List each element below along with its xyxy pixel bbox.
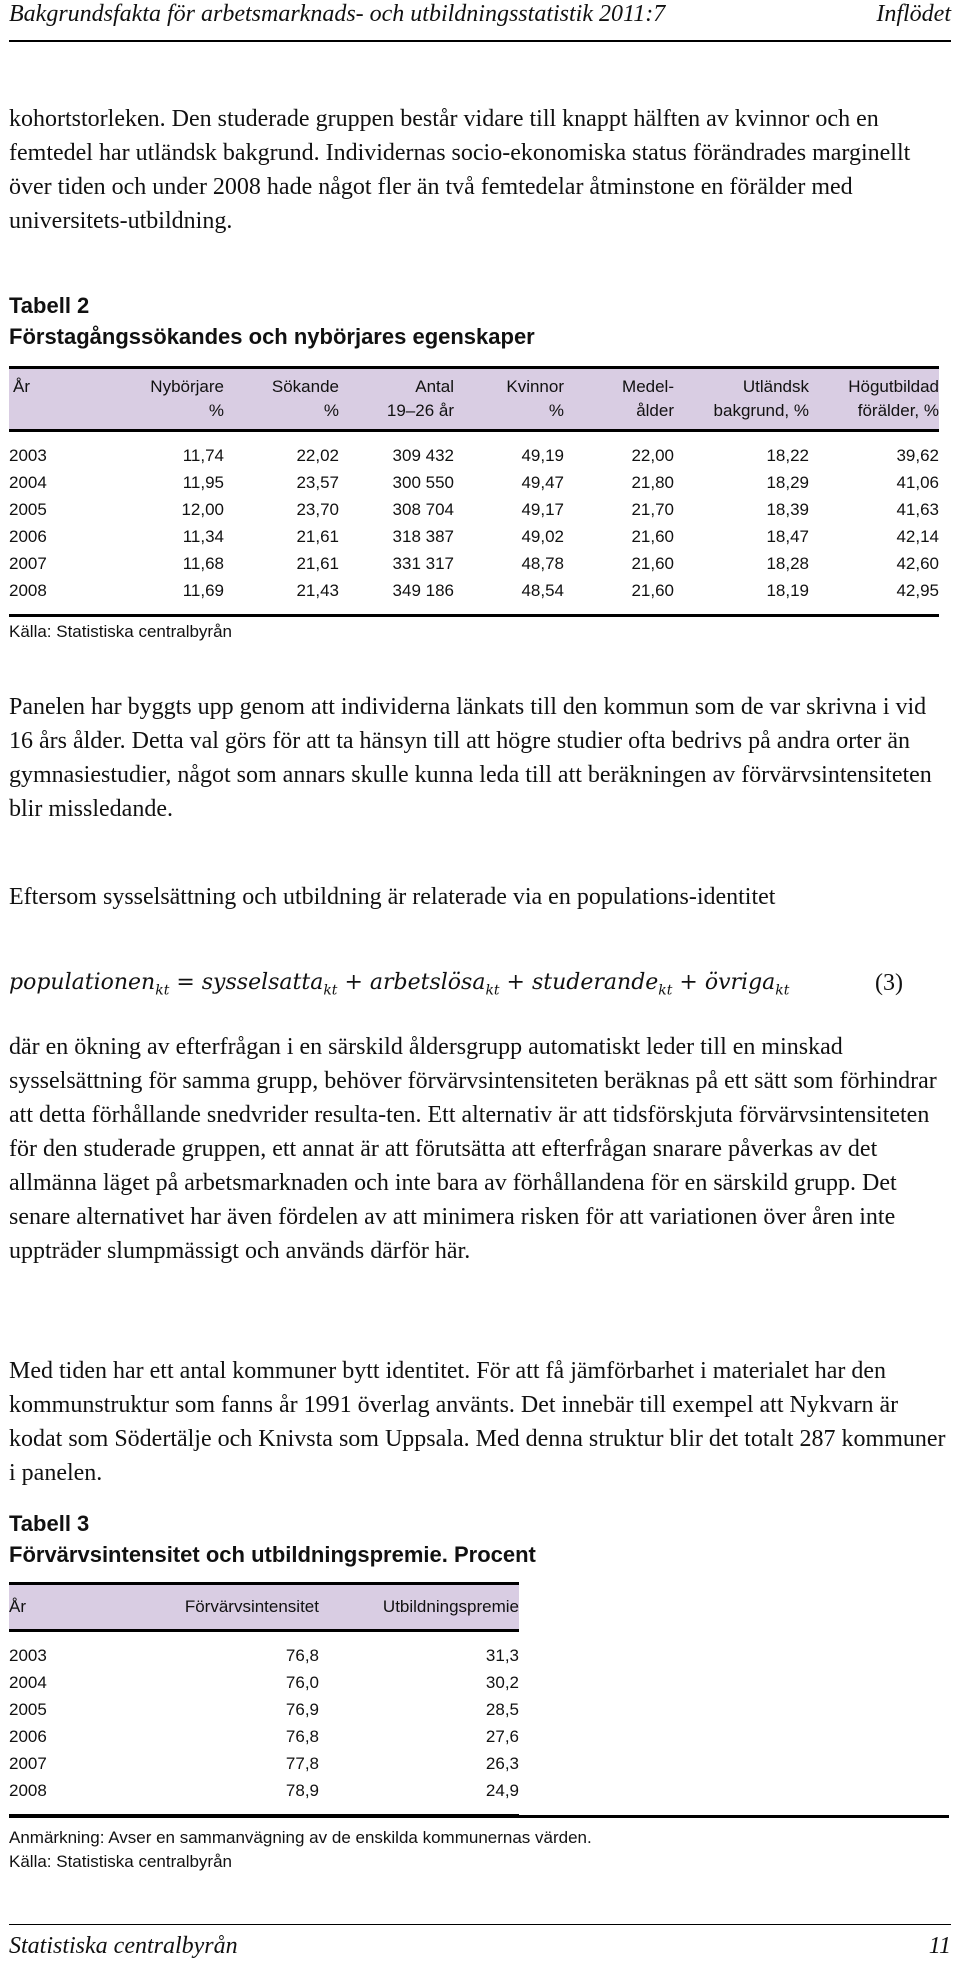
table-cell: 18,19 bbox=[766, 581, 809, 600]
table-cell: 31,3 bbox=[485, 1646, 519, 1665]
table-cell: 300 550 bbox=[392, 473, 454, 492]
table2-header-cell: År bbox=[9, 368, 79, 431]
table-row bbox=[9, 1723, 519, 1750]
table-cell: 23,70 bbox=[296, 500, 339, 519]
table-cell: 2007 bbox=[9, 554, 47, 573]
table-cell: 42,14 bbox=[896, 527, 939, 546]
table-cell: 349 186 bbox=[392, 581, 454, 600]
table2-title: Förstagångssökandes och nybörjares egenskaper bbox=[9, 324, 535, 349]
table2-source: Källa: Statistiska centralbyrån bbox=[9, 622, 232, 641]
table2-bottom-rule bbox=[9, 616, 939, 618]
table-row bbox=[9, 1750, 519, 1777]
table-cell: 21,60 bbox=[631, 527, 674, 546]
table-cell: 2004 bbox=[9, 1673, 47, 1692]
table-cell: 49,19 bbox=[521, 446, 564, 465]
table-cell: 2005 bbox=[9, 500, 47, 519]
paragraph-4-text: där en ökning av efterfrågan i en särskild åldersgrupp automatiskt leder till en minskad sysselsättning för samma grupp, behöver förvärvsintensiteten beräknas på ett sätt som förhindrar att detta förhållande snedvrider resulta-ten. Ett alternativ är att tidsförskjuta förvärvsintensiteten för den studerade gruppen, ett annat är att förutsätta att efterfrågan snarare påverkas av det allmänna läget på arbetsmarknaden och inte bara av förhållandena för en särskild grupp. Det senare alternativet har även fördelen av att minimera risken för att variationen över åren inte uppträder slumpmässigt och används därför här. bbox=[9, 1034, 937, 1264]
formula-term: populationen$_{kt}$ bbox=[9, 970, 170, 999]
table2-header-cell: Utländsk bakgrund, % bbox=[674, 368, 809, 431]
table-cell: 48,78 bbox=[521, 554, 564, 573]
table-cell: 18,28 bbox=[766, 554, 809, 573]
table-cell: 318 387 bbox=[392, 527, 454, 546]
table-cell: 2007 bbox=[9, 1754, 47, 1773]
table-cell: 77,8 bbox=[285, 1754, 319, 1773]
table2-caption bbox=[9, 290, 951, 352]
formula-plus: + bbox=[679, 970, 698, 995]
table-cell: 78,9 bbox=[285, 1781, 319, 1800]
table-cell: 49,47 bbox=[521, 473, 564, 492]
table-cell: 24,9 bbox=[485, 1781, 519, 1800]
footer-publisher: Statistiska centralbyrån bbox=[9, 1933, 238, 1959]
paragraph-2-text: Panelen har byggts upp genom att individerna länkats till den kommun som de var skrivna i vid 16 års ålder. Detta val görs för att ta hänsyn till att högre studier ofta bedrivs på andra orter än gymnasiestudier, något som annars skulle kunna leda till att beräkningen av förvärvsintensiteten blir missledande. bbox=[9, 694, 932, 822]
table3-source: Källa: Statistiska centralbyrån bbox=[9, 1852, 232, 1871]
table-cell: 39,62 bbox=[896, 446, 939, 465]
formula-number: (3) bbox=[875, 970, 903, 996]
table-cell: 11,34 bbox=[182, 527, 224, 546]
table-cell: 2008 bbox=[9, 581, 47, 600]
formula-term: sysselsatta$_{kt}$ bbox=[201, 970, 338, 999]
table-row bbox=[9, 1777, 519, 1816]
table2-header-row bbox=[9, 368, 939, 431]
table-cell: 21,61 bbox=[296, 554, 339, 573]
table3-notes bbox=[9, 1815, 949, 1874]
page-footer bbox=[9, 1931, 951, 1961]
table-cell: 11,95 bbox=[182, 473, 224, 492]
table-cell: 18,39 bbox=[766, 500, 809, 519]
table-cell: 28,5 bbox=[485, 1700, 519, 1719]
table-cell: 21,60 bbox=[631, 554, 674, 573]
table3-header-cell: Förvärvsintensitet bbox=[109, 1584, 319, 1631]
table3-caption bbox=[9, 1508, 951, 1570]
table2-header-cell: Kvinnor % bbox=[454, 368, 564, 431]
table2-header-cell: Högutbildad förälder, % bbox=[809, 368, 939, 431]
table3-header-cell: Utbildningspremie bbox=[319, 1584, 519, 1631]
table-row bbox=[9, 523, 939, 550]
table-cell: 18,47 bbox=[766, 527, 809, 546]
table-cell: 2006 bbox=[9, 1727, 47, 1746]
table-cell: 49,17 bbox=[521, 500, 564, 519]
table-row bbox=[9, 431, 939, 470]
page-number: 11 bbox=[928, 1933, 951, 1959]
table3-header-cell: År bbox=[9, 1584, 109, 1631]
table-cell: 2008 bbox=[9, 1781, 47, 1800]
table-cell: 2005 bbox=[9, 1700, 47, 1719]
formula-equals: = bbox=[176, 970, 195, 995]
table-cell: 12,00 bbox=[181, 500, 224, 519]
paragraph-2 bbox=[9, 690, 951, 826]
header-publication-title: Bakgrundsfakta för arbetsmarknads- och utbildningsstatistik 2011:7 bbox=[9, 1, 666, 27]
table-cell: 2004 bbox=[9, 473, 47, 492]
formula-3 bbox=[9, 963, 951, 1003]
table-cell: 21,43 bbox=[296, 581, 339, 600]
table-cell: 76,8 bbox=[285, 1646, 319, 1665]
table-row bbox=[9, 550, 939, 577]
table2-header-cell: Antal 19–26 år bbox=[339, 368, 454, 431]
table-row bbox=[9, 577, 939, 616]
table-cell: 21,60 bbox=[631, 581, 674, 600]
table-cell: 11,69 bbox=[182, 581, 224, 600]
table-cell: 48,54 bbox=[521, 581, 564, 600]
table-cell: 30,2 bbox=[485, 1673, 519, 1692]
table-cell: 21,70 bbox=[631, 500, 674, 519]
table3-header-row bbox=[9, 1584, 519, 1631]
table2-header-cell: Sökande % bbox=[224, 368, 339, 431]
table-cell: 41,63 bbox=[896, 500, 939, 519]
paragraph-5-text: Med tiden har ett antal kommuner bytt identitet. För att få jämförbarhet i materialet har den kommunstruktur som fanns år 1991 överlag använts. Det innebär till exempel att Nykvarn är kodat som Södertälje och Knivsta som Uppsala. Med denna struktur blir det totalt 287 kommuner i panelen. bbox=[9, 1358, 946, 1486]
table-cell: 76,9 bbox=[285, 1700, 319, 1719]
paragraph-1-text: kohortstorleken. Den studerade gruppen består vidare till knappt hälften av kvinnor och en femtedel har utländsk bakgrund. Individernas socio-ekonomiska status förändrades marginellt över tiden och under 2008 hade något fler än två femtedelar åtminstone en förälder med universitets-utbildning. bbox=[9, 106, 911, 234]
table-cell: 23,57 bbox=[296, 473, 339, 492]
table-row bbox=[9, 496, 939, 523]
table2 bbox=[9, 366, 939, 617]
table-cell: 331 317 bbox=[392, 554, 454, 573]
formula-term: övriga$_{kt}$ bbox=[704, 970, 790, 999]
formula-plus: + bbox=[506, 970, 525, 995]
table2-header-cell: Medel- ålder bbox=[564, 368, 674, 431]
table-row bbox=[9, 1631, 519, 1670]
table3-title: Förvärvsintensitet och utbildningspremie. Procent bbox=[9, 1542, 536, 1567]
table-cell: 41,06 bbox=[896, 473, 939, 492]
table-cell: 308 704 bbox=[392, 500, 454, 519]
footer-rule bbox=[9, 1924, 951, 1925]
table-cell: 42,95 bbox=[896, 581, 939, 600]
paragraph-4 bbox=[9, 1030, 951, 1268]
table-cell: 22,00 bbox=[631, 446, 674, 465]
paragraph-3 bbox=[9, 880, 951, 914]
table-cell: 26,3 bbox=[485, 1754, 519, 1773]
formula-term: studerande$_{kt}$ bbox=[531, 970, 673, 999]
header-section-title: Inflödet bbox=[876, 1, 951, 27]
table-cell: 18,29 bbox=[766, 473, 809, 492]
table2-label: Tabell 2 bbox=[9, 293, 90, 318]
table3 bbox=[9, 1582, 519, 1817]
table2-header-cell: Nybörjare % bbox=[79, 368, 224, 431]
page-header bbox=[9, 0, 951, 42]
table-cell: 18,22 bbox=[766, 446, 809, 465]
table3-label: Tabell 3 bbox=[9, 1511, 90, 1536]
formula-term: arbetslösa$_{kt}$ bbox=[369, 970, 500, 999]
table-cell: 21,61 bbox=[296, 527, 339, 546]
table-cell: 2003 bbox=[9, 1646, 47, 1665]
table-cell: 76,8 bbox=[285, 1727, 319, 1746]
table-cell: 27,6 bbox=[485, 1727, 519, 1746]
formula-plus: + bbox=[344, 970, 363, 995]
table-cell: 309 432 bbox=[392, 446, 454, 465]
table-cell: 76,0 bbox=[285, 1673, 319, 1692]
table-row bbox=[9, 1669, 519, 1696]
table-row bbox=[9, 1696, 519, 1723]
table3-note: Anmärkning: Avser en sammanvägning av de enskilda kommunernas värden. bbox=[9, 1828, 592, 1847]
paragraph-3-text: Eftersom sysselsättning och utbildning är relaterade via en populations-identitet bbox=[9, 884, 776, 910]
paragraph-5 bbox=[9, 1354, 951, 1490]
table-cell: 11,68 bbox=[182, 554, 224, 573]
table-cell: 42,60 bbox=[896, 554, 939, 573]
table-cell: 22,02 bbox=[296, 446, 339, 465]
table-cell: 11,74 bbox=[182, 446, 224, 465]
table-cell: 2003 bbox=[9, 446, 47, 465]
table-cell: 49,02 bbox=[521, 527, 564, 546]
table-cell: 2006 bbox=[9, 527, 47, 546]
paragraph-1 bbox=[9, 102, 951, 238]
table-cell: 21,80 bbox=[631, 473, 674, 492]
table-row bbox=[9, 469, 939, 496]
